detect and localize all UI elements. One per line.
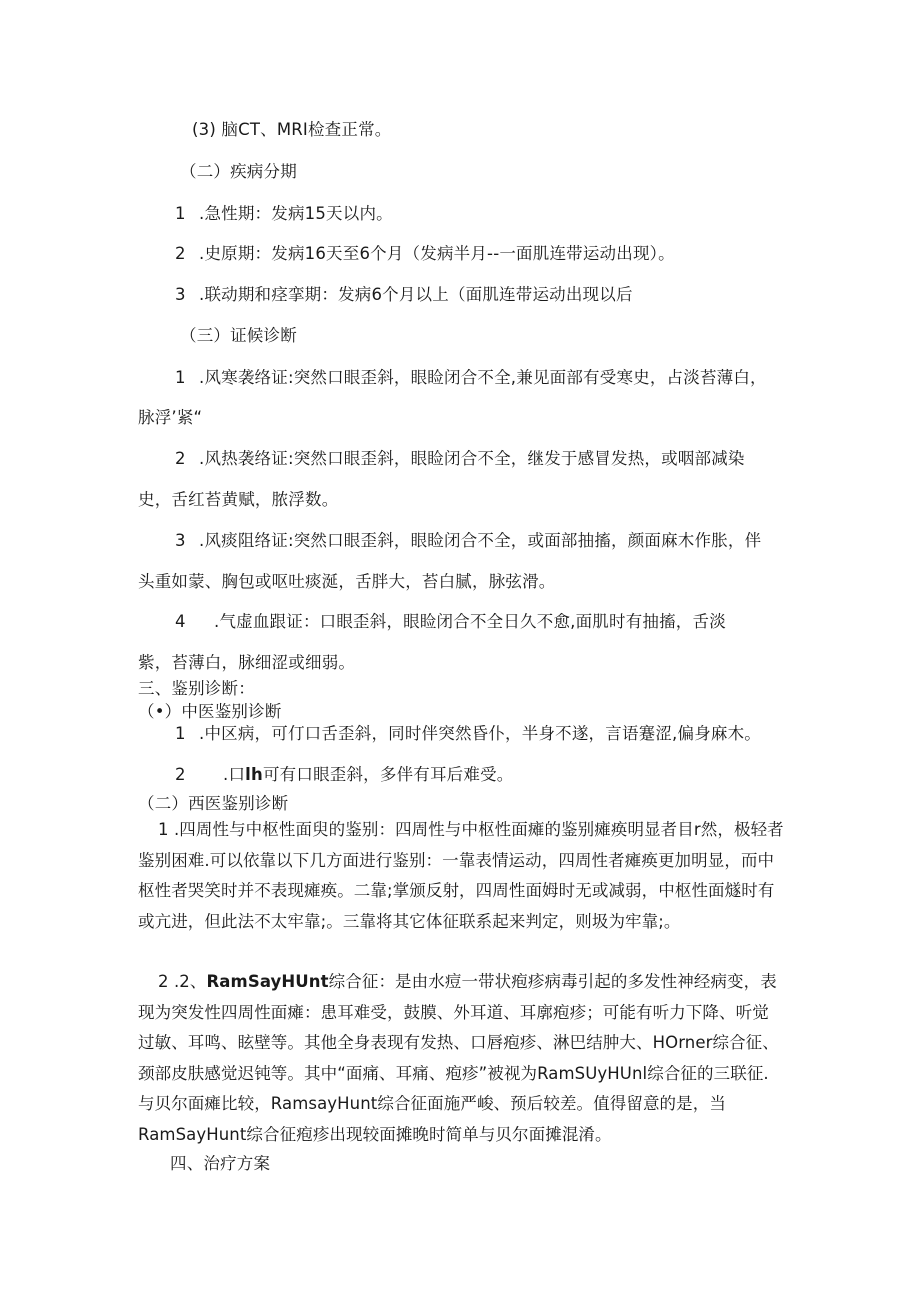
- line-ct-mri: (3) 脑CT、MRI检查正常。: [192, 120, 392, 139]
- item-number: 2: [175, 244, 186, 263]
- stage-recovery: [175, 242, 675, 266]
- item-text: .风寒袭络证:突然口眼歪斜，眼睑闭合不全,兼见面部有受寒史，占淡苔薄白，: [199, 368, 767, 387]
- syndrome-wind-heat-cont: 史，舌红苔黄赋，脓浮数。: [138, 490, 339, 509]
- syndrome-qi-deficiency: [175, 610, 726, 634]
- syndrome-wind-phlegm-cont: 头重如蒙、胸包或呕吐痰涎，舌胖大，苔白腻，脉弦滑。: [138, 572, 556, 591]
- stage-linkage: [175, 283, 633, 307]
- item-number: 2: [175, 765, 186, 784]
- syndrome-wind-cold-cont: 脉浮’紧“: [138, 408, 203, 427]
- item-text: .急性期：发病15天以内。: [199, 204, 393, 223]
- syndrome-wind-cold: [175, 366, 767, 390]
- item-number: 2: [175, 449, 186, 468]
- heading-western-differential: （二）西医鉴别诊断: [138, 794, 289, 813]
- item-text: .气虚血跟证：口眼歪斜，眼睑闭合不全日久不愈,面肌时有抽搐，舌淡: [214, 612, 726, 631]
- differential-stroke: [175, 722, 761, 746]
- syndrome-wind-phlegm: [175, 529, 761, 553]
- item-number: 3: [175, 285, 186, 304]
- syndrome-qi-deficiency-cont: 紫，苔薄白，脉细涩或细弱。: [138, 653, 356, 672]
- item-text: .风热袭络证:突然口眼歪斜，眼睑闭合不全，继发于感冒发热，或咽部减染: [199, 449, 745, 468]
- item-number: 1: [175, 724, 186, 743]
- heading-tcm-differential: （•）中医鉴别诊断: [138, 702, 282, 721]
- item-text: .风痰阻络证:突然口眼歪斜，眼睑闭合不全，或面部抽搐，颜面麻木作胀，伴: [199, 531, 762, 550]
- paragraph-lead: 2 .2、: [158, 972, 207, 991]
- syndrome-wind-heat: [175, 447, 745, 471]
- heading-syndrome-diagnosis: （三）证候诊断: [180, 326, 297, 345]
- item-text: .联动期和痉挛期：发病6个月以上（面肌连带运动出现以后: [199, 285, 633, 304]
- item-text: .口: [223, 765, 246, 784]
- item-text-bold: lh: [245, 765, 263, 784]
- paragraph-ramsay-hunt: [138, 967, 784, 1150]
- paragraph-body: 综合征：是由水痘一带状疱疹病毒引起的多发性神经病变，表现为突发性四周性面瘫：患耳难受，鼓膜、外耳道、耳廓疱疹；可能有听力下降、听觉过敏、耳鸣、眩壁等。其他全身表现有发热、口唇疱疹、淋巴结肿大、HOrner综合征、颈部皮肤感觉迟钝等。其中“面痛、耳痛、疱疹”被视为RamSUyHUnl综合征的三联征.与贝尔面瘫比较，RamsayHunt综合征面施严峻、预后较差。值得留意的是，当RamSayHunt综合征疱疹出现较面摊晚时简单与贝尔面摊混淆。: [138, 972, 779, 1144]
- paragraph-peripheral-central: 1 .四周性与中枢性面臾的鉴别：四周性与中枢性面瘫的鉴别瘫痪明显者目r然，极轻者鉴别困难.可以依靠以下几方面进行鉴别：一靠表情运动，四周性者瘫痪更加明显，而中枢性者哭笑时并不表现瘫痪。二靠;掌颁反射，四周性面姆时无或减弱，中枢性面燧时有或亢进，但此法不太牢靠;。三靠将其它体征联系起来判定，则圾为牢靠;。: [138, 820, 784, 931]
- item-number: 4: [175, 612, 186, 631]
- item-number: 1: [175, 368, 186, 387]
- heading-differential-diagnosis: 三、鉴别诊断：: [138, 679, 255, 698]
- item-number: 1: [175, 204, 186, 223]
- item-text: .中区病，可仃口舌歪斜，同时伴突然昏仆，半身不遂，言语蹇涩,偏身麻木。: [199, 724, 761, 743]
- item-number: 3: [175, 531, 186, 550]
- item-text: 可有口眼歪斜，多伴有耳后难受。: [262, 765, 514, 784]
- stage-acute: [175, 202, 393, 226]
- syndrome-name-bold: RamSayHUnt: [206, 972, 329, 991]
- differential-mouth: [175, 763, 513, 787]
- item-text: .史原期：发病16天至6个月（发病半月--一面肌连带运动出现）。: [199, 244, 675, 263]
- heading-treatment-plan: 四、治疗方案: [170, 1154, 271, 1173]
- heading-disease-stage: （二）疾病分期: [180, 162, 297, 181]
